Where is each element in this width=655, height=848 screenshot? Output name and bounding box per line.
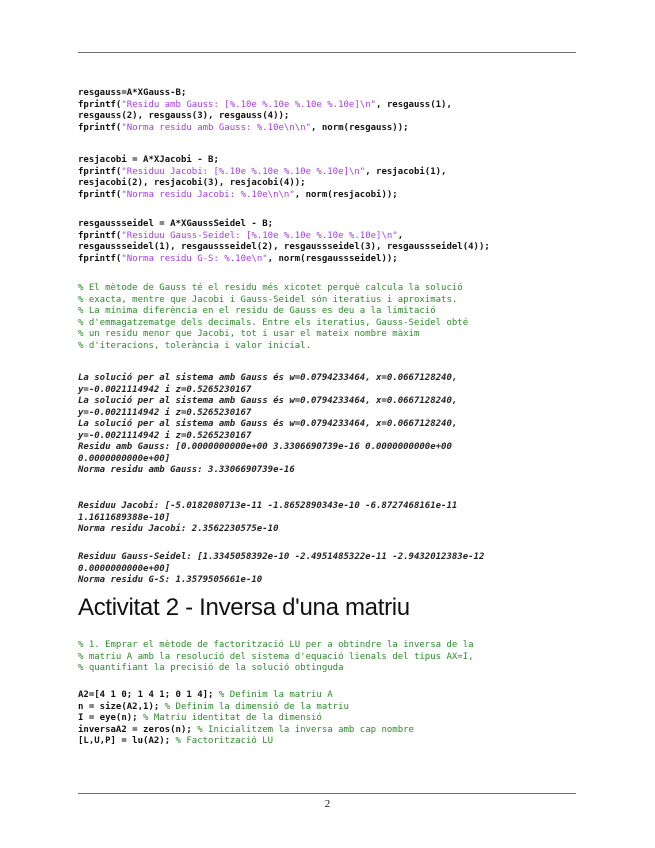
text-line: [78, 419, 457, 431]
code-text: resgaussseidel = A*XGaussSeidel - B;: [78, 219, 274, 229]
text-line: [78, 100, 452, 112]
text-line: [78, 283, 468, 295]
code-text: resgaussseidel(1), resgaussseidel(2), resgaussseidel(3), resgaussseidel(4));: [78, 242, 490, 252]
output-text: y=-0.0021114942 i z=0.5265230167: [78, 384, 252, 395]
output-text: y=-0.0021114942 i z=0.5265230167: [78, 407, 252, 418]
code-comment: % d'emmagatzematge dels decimals. Entre els iteratius, Gauss-Seidel obté: [78, 317, 469, 328]
code-comment: % Definim la dimensió de la matriu: [164, 701, 349, 712]
code-text: , resjacobi(1),: [365, 166, 447, 177]
text-line: [78, 702, 414, 714]
text-line: [78, 465, 457, 477]
text-line: [78, 713, 414, 725]
text-line: [78, 564, 484, 576]
code-text: fprintf(: [78, 253, 122, 264]
code-text: fprintf(: [78, 122, 122, 133]
code-block-gauss-seidel-residual: [78, 219, 490, 265]
text-line: [78, 318, 468, 330]
text-line: [78, 663, 474, 675]
text-line: [78, 373, 457, 385]
text-line: [78, 640, 474, 652]
text-line: [78, 295, 468, 307]
text-line: [78, 219, 490, 231]
comment-block-conclusion: [78, 283, 468, 352]
text-line: [78, 190, 446, 202]
code-text: , norm(resgauss));: [311, 122, 409, 133]
code-text: fprintf(: [78, 230, 122, 241]
output-text: 0.0000000000e+00]: [78, 563, 171, 574]
output-text: La solució per al sistema amb Gauss és w=0.0794233464, x=0.0667128240,: [78, 396, 458, 406]
code-comment: % d'iteracions, tolerància i valor inicial.: [78, 340, 311, 351]
output-text: Residu amb Gauss: [0.0000000000e+00 3.3306690739e-16 0.0000000000e+00: [78, 442, 452, 452]
string-literal: "Residu amb Gauss: [%.10e %.10e %.10e %.10e]\n": [121, 99, 377, 110]
string-literal: "Norma residu Jacobi: %.10e\n\n": [121, 189, 295, 200]
code-text: , norm(resjacobi));: [294, 189, 398, 200]
code-text: A2=[4 1 0; 1 4 1; 0 1 4];: [78, 690, 219, 700]
code-block-lu: [78, 690, 414, 748]
code-text: I = eye(n);: [78, 713, 144, 723]
code-block-gauss-residual: [78, 88, 452, 134]
text-line: [78, 155, 446, 167]
code-comment: % quantifiant la precisió de la solució obtinguda: [78, 663, 344, 673]
output-block-solutions: [78, 373, 457, 477]
text-line: [78, 524, 457, 536]
text-line: [78, 167, 446, 179]
output-text: La solució per al sistema amb Gauss és w=0.0794233464, x=0.0667128240,: [78, 373, 458, 383]
text-line: [78, 396, 457, 408]
output-text: Norma residu amb Gauss: 3.3306690739e-16: [78, 465, 295, 475]
output-block-gauss-seidel: [78, 552, 484, 587]
text-line: [78, 652, 474, 664]
output-text: Residuu Jacobi: [-5.0182080713e-11 -1.8652890343e-10 -6.8727468161e-11: [78, 501, 458, 511]
string-literal: "Residuu Jacobi: [%.10e %.10e %.10e %.10e]\n": [121, 166, 366, 177]
text-line: [78, 123, 452, 135]
text-line: [78, 442, 457, 454]
code-comment: % El mètode de Gauss té el residu més xicotet perquè calcula la solució: [78, 283, 463, 293]
text-line: [78, 552, 484, 564]
output-text: La solució per al sistema amb Gauss és w=0.0794233464, x=0.0667128240,: [78, 419, 458, 429]
text-line: [78, 306, 468, 318]
text-line: [78, 242, 490, 254]
text-line: [78, 329, 468, 341]
text-line: [78, 88, 452, 100]
footer-rule: [78, 793, 576, 794]
text-line: [78, 575, 484, 587]
text-line: [78, 690, 414, 702]
output-text: Norma residu Jacobi: 2.3562230575e-10: [78, 524, 279, 534]
code-comment: % matriu A amb la resolució del sistema d'equació lienals del tipus AX=I,: [78, 651, 474, 662]
text-line: [78, 178, 446, 190]
output-block-jacobi: [78, 501, 457, 536]
code-text: resjacobi = A*XJacobi - B;: [78, 155, 219, 165]
text-line: [78, 231, 490, 243]
code-text: resgauss=A*XGauss-B;: [78, 88, 187, 98]
text-line: [78, 254, 490, 266]
text-line: [78, 501, 457, 513]
text-line: [78, 111, 452, 123]
header-rule: [78, 52, 576, 53]
code-comment: % Inicialitzem la inversa amb cap nombre: [197, 724, 414, 735]
code-text: , resgauss(1),: [376, 99, 452, 110]
output-text: Norma residu G-S: 1.3579505661e-10: [78, 575, 263, 585]
text-line: [78, 341, 468, 353]
string-literal: "Norma residu amb Gauss: %.10e\n\n": [121, 122, 312, 133]
code-comment: % Matriu identitat de la dimensió: [143, 713, 322, 723]
code-text: ,: [397, 230, 404, 241]
text-line: [78, 454, 457, 466]
text-line: [78, 736, 414, 748]
code-text: fprintf(: [78, 166, 122, 177]
code-text: n = size(A2,1);: [78, 701, 165, 712]
code-comment: % Factorització LU: [175, 736, 274, 746]
text-line: [78, 408, 457, 420]
code-block-jacobi-residual: [78, 155, 446, 201]
output-text: Residuu Gauss-Seidel: [1.3345058392e-10 -2.4951485322e-11 -2.9432012383e-12: [78, 552, 485, 562]
output-text: 1.1611689388e-10]: [78, 512, 171, 523]
text-line: [78, 431, 457, 443]
text-line: [78, 725, 414, 737]
code-text: fprintf(: [78, 189, 122, 200]
code-text: fprintf(: [78, 99, 122, 110]
code-comment: % exacta, mentre que Jacobi i Gauss-Seidel són iteratius i aproximats.: [78, 294, 458, 305]
comment-block-lu-task: [78, 640, 474, 675]
page-number: 2: [324, 798, 331, 810]
text-line: [78, 385, 457, 397]
code-comment: % 1. Emprar el mètode de factorització LU per a obtindre la inversa de la: [78, 640, 474, 650]
code-text: [L,U,P] = lu(A2);: [78, 736, 176, 746]
text-line: [78, 513, 457, 525]
string-literal: "Residuu Gauss-Seidel: [%.10e %.10e %.10e %.10e]\n": [121, 230, 398, 241]
section-heading: Activitat 2 - Inversa d'una matriu: [78, 594, 410, 621]
code-text: inversaA2 = zeros(n);: [78, 724, 198, 735]
code-comment: % Definim la matriu A: [218, 690, 333, 700]
output-text: 0.0000000000e+00]: [78, 453, 171, 464]
code-text: , norm(resgaussseidel));: [267, 253, 398, 264]
code-text: resgauss(2), resgauss(3), resgauss(4));: [78, 111, 290, 121]
code-comment: % un residu menor que Jacobi, tot i usar el mateix nombre màxim: [78, 329, 420, 339]
output-text: y=-0.0021114942 i z=0.5265230167: [78, 430, 252, 441]
code-text: resjacobi(2), resjacobi(3), resjacobi(4));: [78, 178, 306, 188]
string-literal: "Norma residu G-S: %.10e\n": [121, 253, 268, 264]
code-comment: % La mínima diferència en el residu de Gauss es deu a la limitació: [78, 306, 436, 316]
